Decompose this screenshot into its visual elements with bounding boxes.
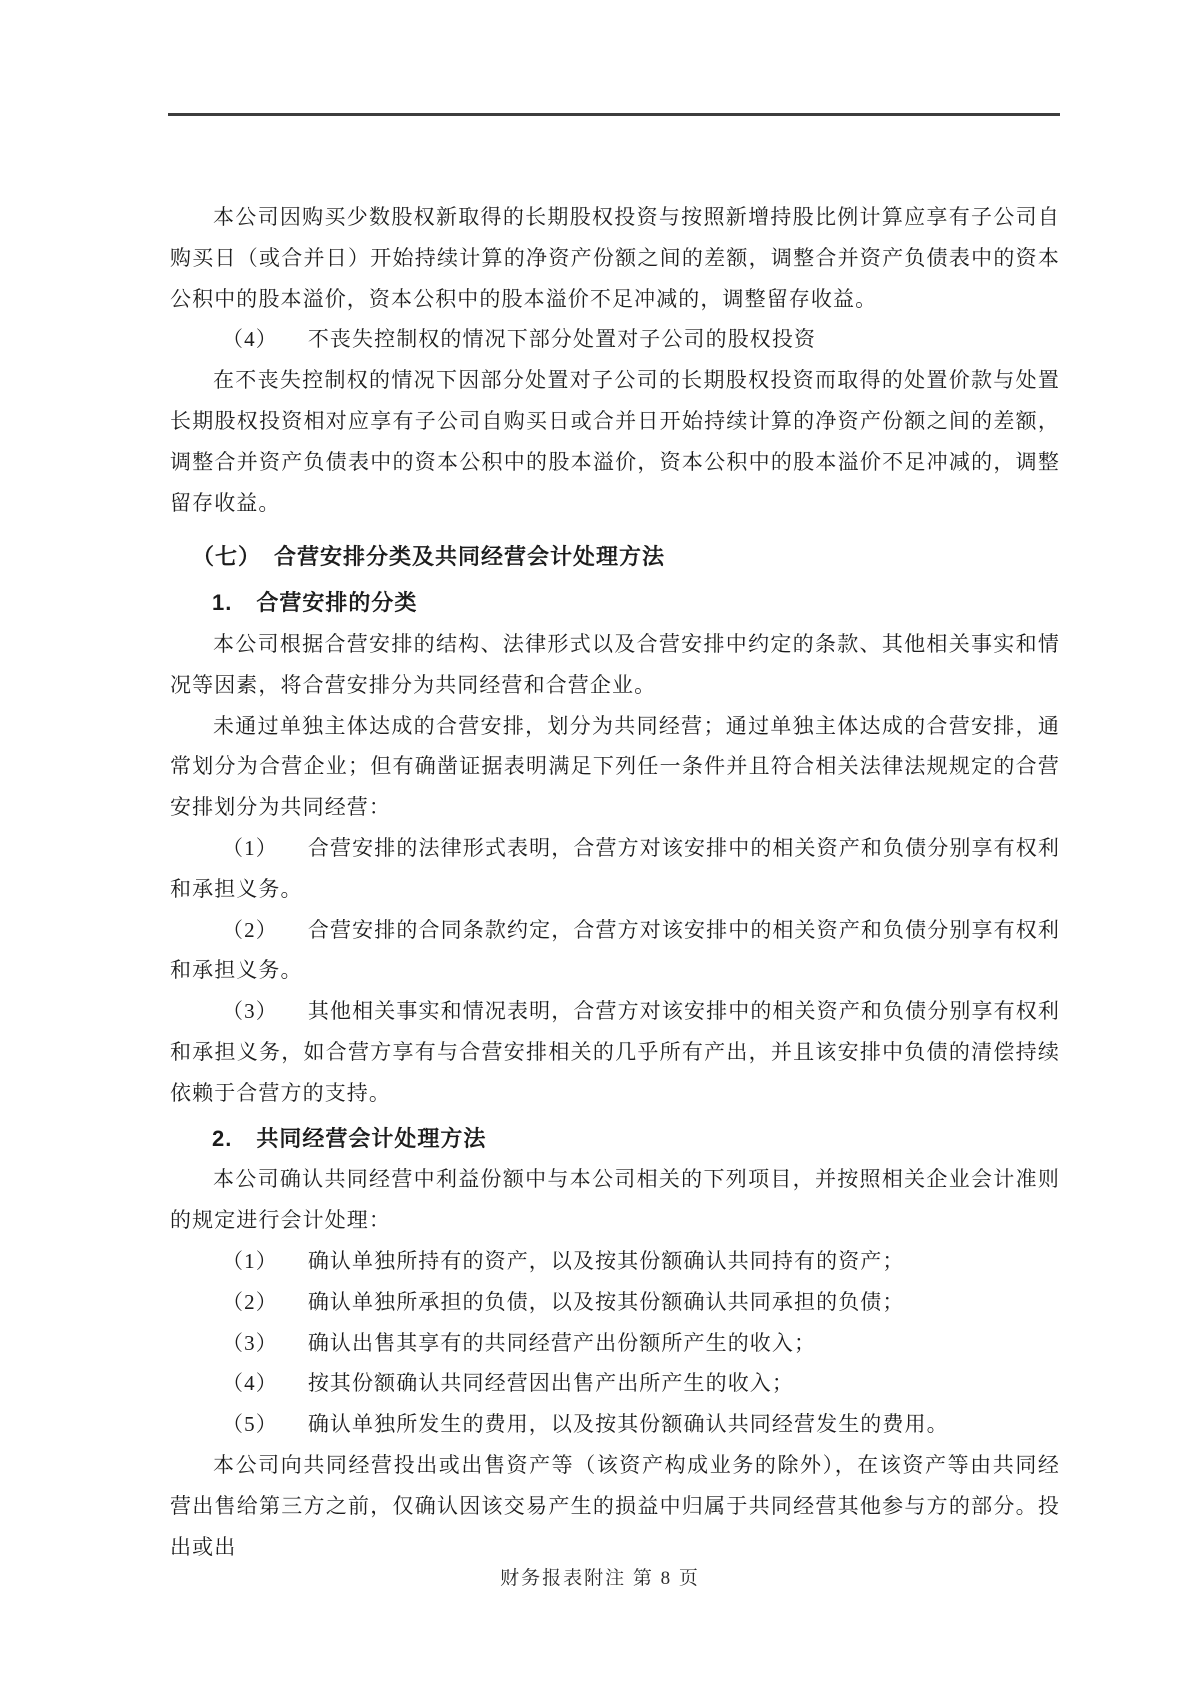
- item-marker: （2）: [222, 917, 278, 942]
- item-text: 合营安排的合同条款约定，合营方对该安排中的相关资产和负债分别享有权利和承担义务。: [170, 917, 1060, 983]
- item-text: 不丧失控制权的情况下部分处置对子公司的股权投资: [307, 327, 817, 352]
- numbered-item: [170, 1323, 1060, 1364]
- body-paragraph: 本公司根据合营安排的结构、法律形式以及合营安排中约定的条款、其他相关事实和情况等因素，将合营安排分为共同经营和合营企业。: [170, 631, 1060, 697]
- item-marker: （3）: [222, 1330, 278, 1355]
- item-marker: （5）: [222, 1412, 278, 1437]
- subsection-heading-marker: 2.: [212, 1125, 233, 1151]
- numbered-item: [170, 1282, 1060, 1323]
- body-paragraph: 未通过单独主体达成的合营安排，划分为共同经营；通过单独主体达成的合营安排，通常划分为合营企业；但有确凿证据表明满足下列任一条件并且符合相关法律法规规定的合营安排划分为共同经营：: [170, 713, 1060, 820]
- subsection-heading-text: 合营安排的分类: [256, 590, 418, 616]
- item-text: 确认单独所承担的负债，以及按其份额确认共同承担的负债；: [307, 1289, 905, 1314]
- item-text: 确认单独所发生的费用，以及按其份额确认共同经营发生的费用。: [307, 1412, 949, 1437]
- body-paragraph: 本公司因购买少数股权新取得的长期股权投资与按照新增持股比例计算应享有子公司自购买日（或合并日）开始持续计算的净资产份额之间的差额，调整合并资产负债表中的资本公积中的股本溢价，资本公积中的股本溢价不足冲减的，调整留存收益。: [170, 205, 1060, 311]
- numbered-item: [170, 1241, 1060, 1282]
- body-paragraph: 本公司确认共同经营中利益份额中与本公司相关的下列项目，并按照相关企业会计准则的规定进行会计处理：: [170, 1167, 1060, 1233]
- section-heading: [170, 537, 1060, 578]
- numbered-item: [170, 1404, 1060, 1445]
- numbered-item: [170, 991, 1060, 1113]
- subsection-heading-marker: 1.: [212, 590, 233, 616]
- item-marker: （4）: [222, 327, 278, 352]
- document-body: [170, 197, 1060, 1567]
- subsection-heading: [170, 583, 1060, 624]
- item-marker: （1）: [222, 835, 278, 860]
- body-paragraph: 本公司向共同经营投出或出售资产等（该资产构成业务的除外），在该资产等由共同经营出售给第三方之前，仅确认因该交易产生的损益中归属于共同经营其他参与方的部分。投出或出: [170, 1452, 1060, 1559]
- numbered-item: [170, 910, 1060, 992]
- section-heading-text: 合营安排分类及共同经营会计处理方法: [274, 544, 666, 570]
- item-marker: （4）: [222, 1371, 278, 1396]
- item-text: 其他相关事实和情况表明，合营方对该安排中的相关资产和负债分别享有权利和承担义务，如合营方享有与合营安排相关的几乎所有产出，并且该安排中负债的清偿持续依赖于合营方的支持。: [170, 999, 1060, 1105]
- item-text: 合营安排的法律形式表明，合营方对该安排中的相关资产和负债分别享有权利和承担义务。: [170, 835, 1060, 901]
- item-text: 按其份额确认共同经营因出售产出所产生的收入；: [307, 1371, 795, 1396]
- item-text: 确认单独所持有的资产，以及按其份额确认共同持有的资产；: [307, 1248, 905, 1273]
- body-paragraph: 在不丧失控制权的情况下因部分处置对子公司的长期股权投资而取得的处置价款与处置长期股权投资相对应享有子公司自购买日或合并日开始持续计算的净资产份额之间的差额，调整合并资产负债表中的资本公积中的股本溢价，资本公积中的股本溢价不足冲减的，调整留存收益。: [170, 368, 1060, 515]
- numbered-item: [170, 319, 1060, 360]
- item-text: 确认出售其享有的共同经营产出份额所产生的收入；: [307, 1330, 817, 1355]
- item-marker: （1）: [222, 1248, 278, 1273]
- item-marker: （2）: [222, 1289, 278, 1314]
- subsection-heading-text: 共同经营会计处理方法: [256, 1125, 487, 1151]
- numbered-item: [170, 1363, 1060, 1404]
- header-rule: [168, 113, 1060, 116]
- section-heading-marker: （七）: [192, 544, 262, 570]
- item-marker: （3）: [222, 999, 278, 1024]
- subsection-heading: [170, 1119, 1060, 1160]
- numbered-item: [170, 828, 1060, 910]
- page-footer: 财务报表附注 第 8 页: [500, 1568, 700, 1589]
